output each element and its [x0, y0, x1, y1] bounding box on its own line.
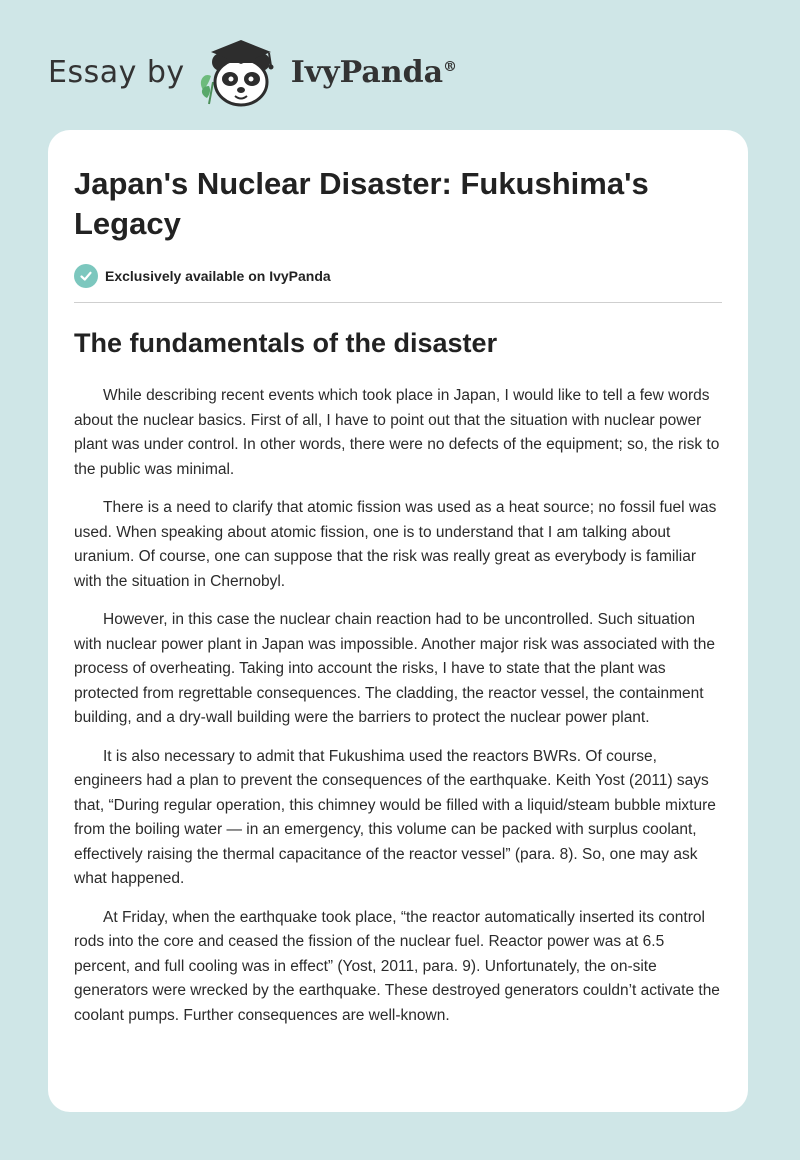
- paragraph: It is also necessary to admit that Fukushima used the reactors BWRs. Of course, engineers had a plan to prevent the consequences of the earthquake. Keith Yost (2011) says that, “During regular operation, this chimney would be filled with a liquid/steam bubble mixture from the boiling water — in an emergency, this volume can be packed with surplus coolant, effectively raising the thermal capacitance of the reactor vessel” (para. 8). So, one may ask what happened.: [74, 747, 716, 887]
- section-heading: The fundamentals of the disaster: [74, 328, 498, 358]
- paragraph: However, in this case the nuclear chain reaction had to be uncontrolled. Such situation with nuclear power plant in Japan was impossible. Another major risk was associated with the process of overheating. Taking into account the risks, I have to state that the plant was protected from regrettable consequences. The cladding, the reactor vessel, the containment building, and a dry-wall building were the barriers to protect the nuclear power plant.: [74, 611, 715, 726]
- site-logo[interactable]: [48, 32, 457, 112]
- badge-text: Exclusively available on IvyPanda: [105, 268, 331, 284]
- exclusive-badge: [74, 264, 331, 288]
- page-title: Japan's Nuclear Disaster: Fukushima's Legacy: [74, 166, 649, 241]
- paragraph: At Friday, when the earthquake took place, “the reactor automatically inserted its control rods into the core and ceased the fission of the nuclear fuel. Reactor power was at 6.5 percent, and full cooling was in effect” (Yost, 2011, para. 9). Unfortunately, the on-site generators were wrecked by the earthquake. These destroyed generators couldn’t activate the coolant pumps. Further consequences are well-known.: [74, 908, 720, 1024]
- essay-card: [48, 130, 748, 1112]
- divider: [74, 302, 722, 303]
- logo-prefix: Essay by: [48, 54, 185, 90]
- panda-logo-icon: [195, 32, 285, 112]
- check-icon: [74, 264, 98, 288]
- paragraph: While describing recent events which took place in Japan, I would like to tell a few words about the nuclear basics. First of all, I have to point out that the situation with nuclear power plant was under control. In other words, there were no defects of the equipment; so, the risk to the public was minimal.: [74, 387, 720, 478]
- paragraph: There is a need to clarify that atomic fission was used as a heat source; no fossil fuel was used. When speaking about atomic fission, one is to understand that I am talking about uranium. Of course, one can suppose that the risk was really great as everybody is familiar with the situation in Chernobyl.: [74, 499, 717, 590]
- essay-body: [74, 384, 722, 1042]
- logo-brand: IvyPanda®: [290, 54, 458, 90]
